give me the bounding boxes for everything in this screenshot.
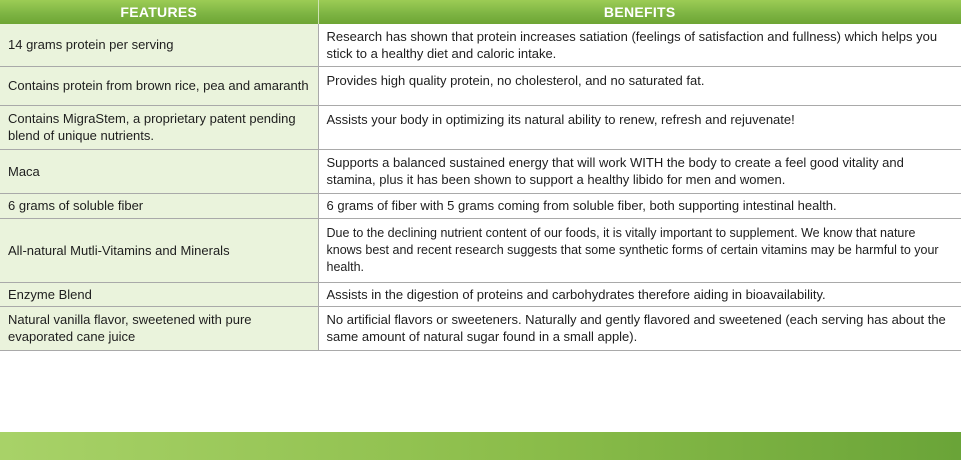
- benefit-cell: Assists in the digestion of proteins and carbohydrates therefore aiding in bioavailability.: [318, 282, 961, 306]
- table-row: [0, 24, 961, 66]
- feature-cell: Contains MigraStem, a proprietary patent pending blend of unique nutrients.: [0, 105, 318, 149]
- table-row: [0, 193, 961, 218]
- feature-cell: 14 grams protein per serving: [0, 24, 318, 66]
- table-row: [0, 282, 961, 306]
- benefit-cell: 6 grams of fiber with 5 grams coming from soluble fiber, both supporting intestinal health.: [318, 193, 961, 218]
- feature-cell: Maca: [0, 149, 318, 193]
- feature-cell: Contains protein from brown rice, pea and amaranth: [0, 66, 318, 105]
- table-row: [0, 105, 961, 149]
- benefit-cell: Supports a balanced sustained energy that will work WITH the body to create a feel good vitality and stamina, plus it has been shown to support a healthy libido for men and women.: [318, 149, 961, 193]
- table-header-row: [0, 0, 961, 24]
- table-row: [0, 218, 961, 282]
- feature-cell: Enzyme Blend: [0, 282, 318, 306]
- benefit-cell: Provides high quality protein, no cholesterol, and no saturated fat.: [318, 66, 961, 105]
- table-row: [0, 149, 961, 193]
- feature-cell: 6 grams of soluble fiber: [0, 193, 318, 218]
- footer-band: [0, 432, 961, 460]
- table-row: [0, 306, 961, 350]
- benefits-column-header: BENEFITS: [318, 0, 961, 24]
- benefit-cell: Assists your body in optimizing its natural ability to renew, refresh and rejuvenate!: [318, 105, 961, 149]
- table-row: [0, 66, 961, 105]
- benefit-cell: Research has shown that protein increases satiation (feelings of satisfaction and fullness) which helps you stick to a healthy diet and caloric intake.: [318, 24, 961, 66]
- benefit-cell: Due to the declining nutrient content of our foods, it is vitally important to supplement. We know that nature knows best and recent research suggests that some synthetic forms of certain vitamins may be harmful to your health.: [318, 218, 961, 282]
- feature-cell: Natural vanilla flavor, sweetened with pure evaporated cane juice: [0, 306, 318, 350]
- features-column-header: FEATURES: [0, 0, 318, 24]
- benefit-cell: No artificial flavors or sweeteners. Naturally and gently flavored and sweetened (each serving has about the same amount of natural sugar found in a small apple).: [318, 306, 961, 350]
- feature-cell: All-natural Mutli-Vitamins and Minerals: [0, 218, 318, 282]
